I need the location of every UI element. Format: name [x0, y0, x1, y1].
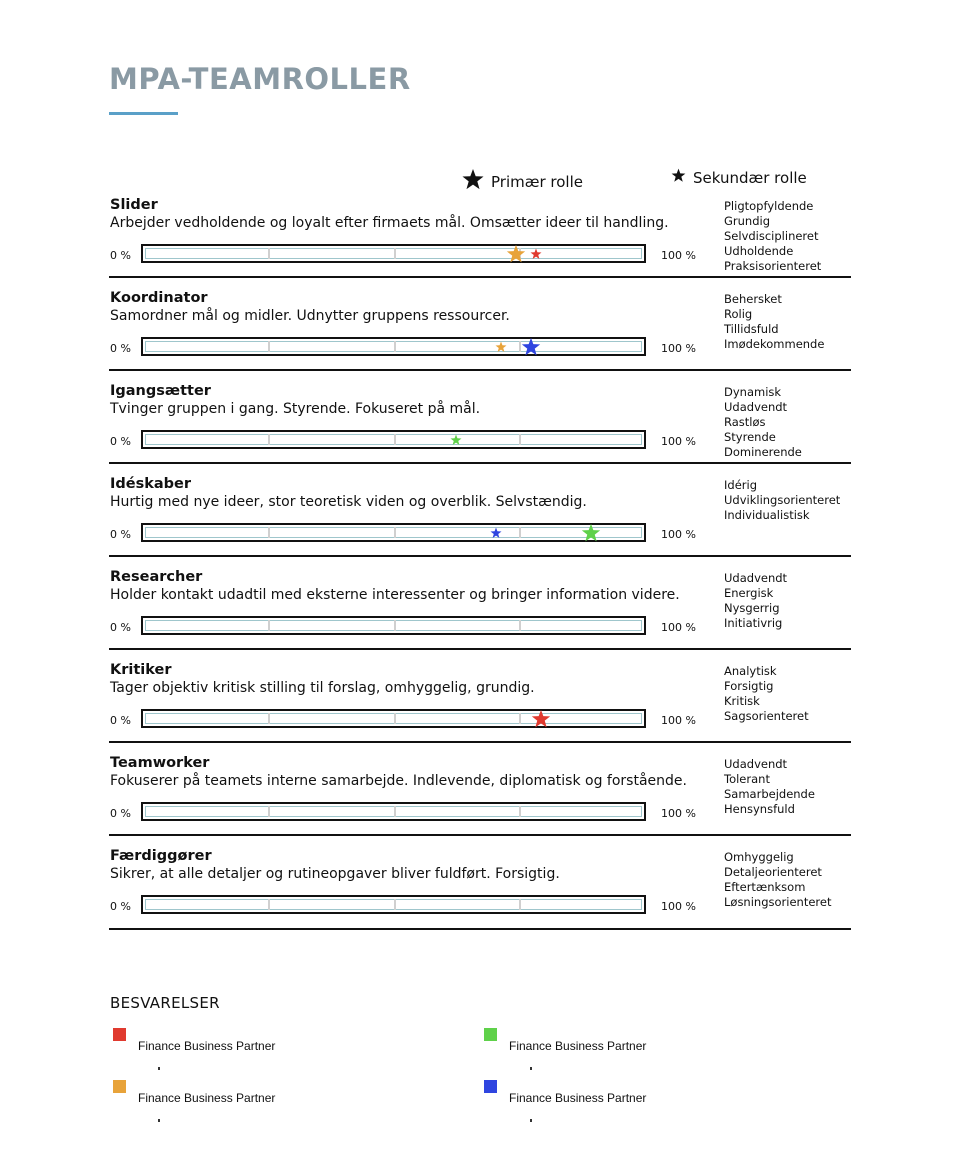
- score-bar-tick: [268, 620, 270, 631]
- score-bar-tick: [268, 713, 270, 724]
- trait-item: Analytisk: [724, 664, 777, 678]
- secondary-star-icon: [671, 168, 686, 187]
- role-name: Koordinator: [110, 290, 208, 306]
- trait-item: Individualistisk: [724, 508, 810, 522]
- role-traits: [724, 385, 802, 460]
- scale-min-label: 0 %: [110, 714, 131, 727]
- role-name: Færdiggører: [110, 848, 212, 864]
- trait-item: Pligtopfyldende: [724, 199, 814, 213]
- scale-max-label: 100 %: [661, 342, 696, 355]
- answers-title: BESVARELSER: [110, 994, 220, 1012]
- trait-item: Udadvendt: [724, 757, 788, 771]
- score-bar-tick: [519, 434, 521, 445]
- role-block: [109, 383, 851, 464]
- role-block: [109, 662, 851, 743]
- trait-item: Løsningsorienteret: [724, 895, 832, 909]
- trait-item: Sagsorienteret: [724, 709, 809, 723]
- answer-color-swatch: [484, 1028, 497, 1041]
- secondary-marker-star-icon: [490, 527, 502, 539]
- scale-min-label: 0 %: [110, 900, 131, 913]
- score-bar: [141, 523, 646, 542]
- role-traits: [724, 571, 787, 631]
- scale-min-label: 0 %: [110, 528, 131, 541]
- score-bar-tick: [519, 899, 521, 910]
- trait-item: Styrende: [724, 430, 776, 444]
- scale-max-label: 100 %: [661, 621, 696, 634]
- role-description: Samordner mål og midler. Udnytter gruppens ressourcer.: [110, 308, 510, 324]
- trait-item: Samarbejdende: [724, 787, 815, 801]
- role-name: Researcher: [110, 569, 203, 585]
- answer-color-swatch: [113, 1028, 126, 1041]
- role-description: Tvinger gruppen i gang. Styrende. Fokuseret på mål.: [110, 401, 481, 417]
- primary-marker-star-icon: [581, 523, 601, 543]
- score-bar-tick: [268, 899, 270, 910]
- role-block: [109, 197, 851, 278]
- scale-max-label: 100 %: [661, 807, 696, 820]
- score-bar: [141, 895, 646, 914]
- legend-primary: [461, 168, 583, 195]
- role-traits: [724, 292, 824, 352]
- score-bar-tick: [394, 248, 396, 259]
- primary-marker-star-icon: [506, 244, 526, 264]
- trait-item: Udholdende: [724, 244, 794, 258]
- score-bar: [141, 244, 646, 263]
- answer-label: Finance Business Partner: [509, 1039, 647, 1053]
- trait-item: Initiativrig: [724, 616, 783, 630]
- scale-max-label: 100 %: [661, 435, 696, 448]
- title-underline: [109, 112, 178, 115]
- score-bar: [141, 616, 646, 635]
- answer-mark: [158, 1067, 160, 1070]
- trait-item: Grundig: [724, 214, 771, 228]
- role-description: Holder kontakt udadtil med eksterne interessenter og bringer information videre.: [110, 587, 680, 603]
- trait-item: Energisk: [724, 586, 774, 600]
- role-traits: [724, 850, 831, 910]
- role-name: Idéskaber: [110, 476, 192, 492]
- role-block: [109, 290, 851, 371]
- trait-item: Udviklingsorienteret: [724, 493, 841, 507]
- trait-item: Nysgerrig: [724, 601, 780, 615]
- secondary-marker-star-icon: [495, 341, 507, 353]
- answer-label: Finance Business Partner: [138, 1091, 276, 1105]
- trait-item: Detaljeorienteret: [724, 865, 822, 879]
- answer-color-swatch: [113, 1080, 126, 1093]
- score-bar-tick: [394, 899, 396, 910]
- trait-item: Forsigtig: [724, 679, 774, 693]
- score-bar: [141, 709, 646, 728]
- score-bar-tick: [268, 806, 270, 817]
- role-description: Arbejder vedholdende og loyalt efter firmaets mål. Omsætter ideer til handling.: [110, 215, 669, 231]
- answer-mark: [158, 1119, 160, 1122]
- role-name: Igangsætter: [110, 383, 211, 399]
- primary-marker-star-icon: [531, 709, 551, 729]
- legend-secondary: [671, 168, 807, 187]
- trait-item: Hensynsfuld: [724, 802, 795, 816]
- score-bar-tick: [519, 527, 521, 538]
- score-bar-tick: [519, 620, 521, 631]
- scale-max-label: 100 %: [661, 900, 696, 913]
- role-name: Teamworker: [110, 755, 210, 771]
- role-traits: [724, 478, 840, 523]
- trait-item: Eftertænksom: [724, 880, 806, 894]
- scale-max-label: 100 %: [661, 528, 696, 541]
- answer-mark: [530, 1119, 532, 1122]
- role-description: Sikrer, at alle detaljer og rutineopgaver bliver fuldført. Forsigtig.: [110, 866, 560, 882]
- scale-max-label: 100 %: [661, 714, 696, 727]
- scale-max-label: 100 %: [661, 249, 696, 262]
- page-title: MPA-TEAMROLLER: [109, 62, 411, 96]
- trait-item: Tillidsfuld: [724, 322, 779, 336]
- score-bar-tick: [394, 620, 396, 631]
- score-bar-tick: [519, 713, 521, 724]
- role-traits: [724, 199, 821, 274]
- role-traits: [724, 757, 815, 817]
- score-bar-tick: [268, 527, 270, 538]
- trait-item: Dominerende: [724, 445, 802, 459]
- role-block: [109, 848, 851, 930]
- answer-label: Finance Business Partner: [509, 1091, 647, 1105]
- trait-item: Kritisk: [724, 694, 760, 708]
- role-traits: [724, 664, 809, 724]
- trait-item: Selvdisciplineret: [724, 229, 819, 243]
- legend-secondary-label: Sekundær rolle: [693, 168, 807, 187]
- trait-item: Udadvendt: [724, 571, 788, 585]
- scale-min-label: 0 %: [110, 435, 131, 448]
- answer-color-swatch: [484, 1080, 497, 1093]
- secondary-marker-star-icon: [450, 434, 462, 446]
- scale-min-label: 0 %: [110, 249, 131, 262]
- scale-min-label: 0 %: [110, 342, 131, 355]
- score-bar-tick: [268, 434, 270, 445]
- score-bar-tick: [394, 806, 396, 817]
- score-bar-tick: [268, 248, 270, 259]
- primary-star-icon: [461, 168, 485, 195]
- role-name: Slider: [110, 197, 158, 213]
- role-block: [109, 755, 851, 836]
- role-block: [109, 569, 851, 650]
- trait-item: Idérig: [724, 478, 757, 492]
- score-bar-tick: [394, 527, 396, 538]
- score-bar: [141, 430, 646, 449]
- role-block: [109, 476, 851, 557]
- score-bar-tick: [268, 341, 270, 352]
- trait-item: Imødekommende: [724, 337, 825, 351]
- trait-item: Dynamisk: [724, 385, 782, 399]
- score-bar: [141, 802, 646, 821]
- score-bar-tick: [394, 341, 396, 352]
- score-bar: [141, 337, 646, 356]
- trait-item: Behersket: [724, 292, 782, 306]
- answer-mark: [530, 1067, 532, 1070]
- score-bar-tick: [394, 713, 396, 724]
- score-bar-tick: [394, 434, 396, 445]
- scale-min-label: 0 %: [110, 621, 131, 634]
- trait-item: Tolerant: [724, 772, 770, 786]
- legend-primary-label: Primær rolle: [491, 172, 583, 191]
- answer-label: Finance Business Partner: [138, 1039, 276, 1053]
- scale-min-label: 0 %: [110, 807, 131, 820]
- primary-marker-star-icon: [521, 337, 541, 357]
- trait-item: Omhyggelig: [724, 850, 794, 864]
- trait-item: Udadvendt: [724, 400, 788, 414]
- secondary-marker-star-icon: [530, 248, 542, 260]
- trait-item: Rolig: [724, 307, 753, 321]
- role-description: Fokuserer på teamets interne samarbejde. Indlevende, diplomatisk og forstående.: [110, 773, 687, 789]
- score-bar-tick: [519, 806, 521, 817]
- trait-item: Praksisorienteret: [724, 259, 822, 273]
- role-description: Hurtig med nye ideer, stor teoretisk viden og overblik. Selvstændig.: [110, 494, 587, 510]
- role-name: Kritiker: [110, 662, 172, 678]
- role-description: Tager objektiv kritisk stilling til forslag, omhyggelig, grundig.: [110, 680, 535, 696]
- trait-item: Rastløs: [724, 415, 766, 429]
